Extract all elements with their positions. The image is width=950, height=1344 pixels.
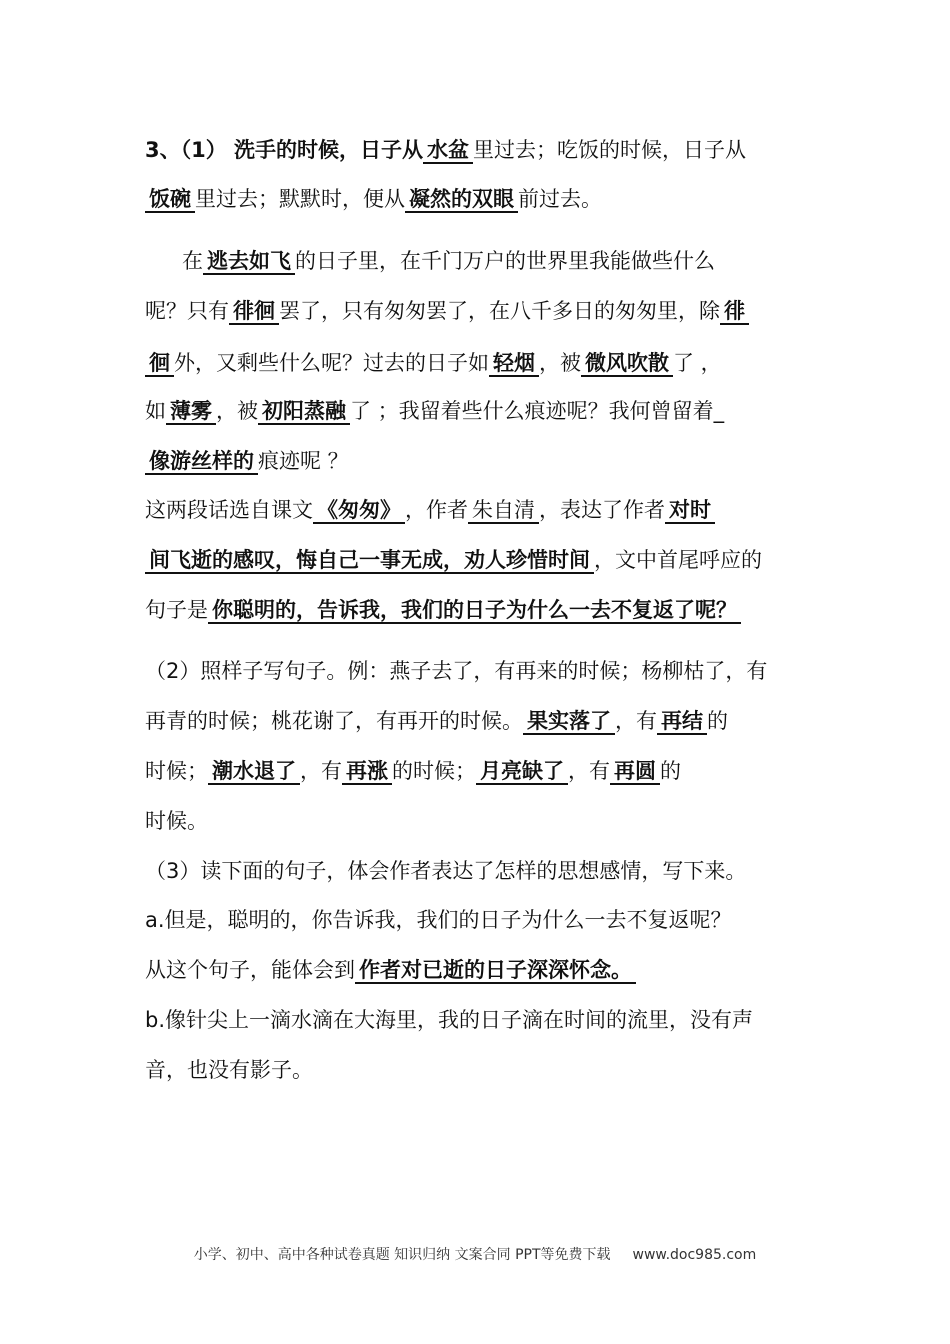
answer-blank: 再圆 <box>610 759 660 785</box>
answer-blank: 月亮缺了 <box>476 759 568 785</box>
answer-blank: 间飞逝的感叹，悔自己一事无成，劝人珍惜时间 <box>145 548 594 574</box>
answer-blank: 水盆 <box>423 138 473 164</box>
answer-blank: 再涨 <box>342 759 392 785</box>
line-16: a.但是，聪明的，你告诉我，我们的日子为什么一去不复返呢？ <box>145 908 732 932</box>
line-12: 再青的时候；桃花谢了，有再开的时候。 果实落了 ，有 再结 的 <box>145 709 728 733</box>
answer-blank: 朱自清 <box>468 498 539 524</box>
line-7: 像游丝样的 痕迹呢 ？ <box>145 448 349 478</box>
line-14: 时候。 <box>145 809 208 833</box>
line-15: （3）读下面的句子，体会作者表达了怎样的思想感情，写下来。 <box>145 859 747 883</box>
answer-blank: 对时 <box>665 498 715 524</box>
answer-blank: 薄雾 <box>166 399 216 425</box>
answer-blank: 像游丝样的 <box>145 449 258 475</box>
answer-blank: 你聪明的，告诉我，我们的日子为什么一去不复返了呢？ <box>208 598 741 624</box>
line-2: 饭碗 里过去；默默时，便从 凝然的双眼 前过去。 <box>145 186 602 216</box>
answer-blank: 果实落了 <box>523 709 615 735</box>
answer-blank: 饭碗 <box>145 187 195 213</box>
answer-blank: 初阳蒸融 <box>258 399 350 425</box>
line-18: b.像针尖上一滴水滴在大海里，我的日子滴在时间的流里，没有声 <box>145 1008 754 1032</box>
line-1: 3、（1） 洗手的时候，日子从 水盆 里过去；吃饭的时候，日子从 <box>145 138 747 162</box>
answer-blank: 潮水退了 <box>208 759 300 785</box>
answer-blank: 轻烟 <box>489 351 539 377</box>
answer-blank: 再结 <box>657 709 707 735</box>
line-17: 从这个句子，能体会到 作者对已逝的日子深深怀念。 <box>145 957 636 987</box>
answer-blank: 徘徊 <box>229 299 279 325</box>
answer-blank: 凝然的双眼 <box>405 187 518 213</box>
line-11: （2）照样子写句子。例：燕子去了，有再来的时候；杨柳枯了，有 <box>145 659 768 683</box>
line-3: 在 逃去如飞 的日子里，在千门万户的世界里我能做些什么 <box>182 249 715 273</box>
line-8: 这两段话选自课文 《匆匆》 ，作者 朱自清 ，表达了作者 对时 <box>145 497 715 527</box>
footer-text: 小学、初中、高中各种试卷真题 知识归纳 文案合同 PPT等免费下载 <box>193 1247 611 1263</box>
line-5: 徊 外，又剩些什么呢？过去的日子如 轻烟 ，被 微风吹散 了 ， <box>145 350 722 380</box>
answer-blank: 徘 <box>720 299 749 325</box>
answer-blank: 作者对已逝的日子深深怀念。 <box>355 958 636 984</box>
line-10: 句子是 你聪明的，告诉我，我们的日子为什么一去不复返了呢？ <box>145 597 741 627</box>
line-6: 如 薄雾 ，被 初阳蒸融 了 ；我留着些什么痕迹呢？我何曾留着_ <box>145 399 725 423</box>
answer-blank: 逃去如飞 <box>203 249 295 275</box>
answer-blank: 微风吹散 <box>581 351 673 377</box>
answer-blank: 《匆匆》 <box>313 498 405 524</box>
answer-blank: 徊 <box>145 351 174 377</box>
page-footer <box>0 1244 950 1264</box>
line-19: 音，也没有影子。 <box>145 1058 313 1082</box>
footer-url: www.doc985.com <box>632 1247 757 1263</box>
line-4: 呢？只有 徘徊 罢了，只有匆匆罢了，在八千多日的匆匆里，除 徘 <box>145 298 749 328</box>
line-13: 时候； 潮水退了 ，有 再涨 的时候； 月亮缺了 ，有 再圆 的 <box>145 759 681 783</box>
line-9: 间飞逝的感叹，悔自己一事无成，劝人珍惜时间 ，文中首尾呼应的 <box>145 547 762 577</box>
